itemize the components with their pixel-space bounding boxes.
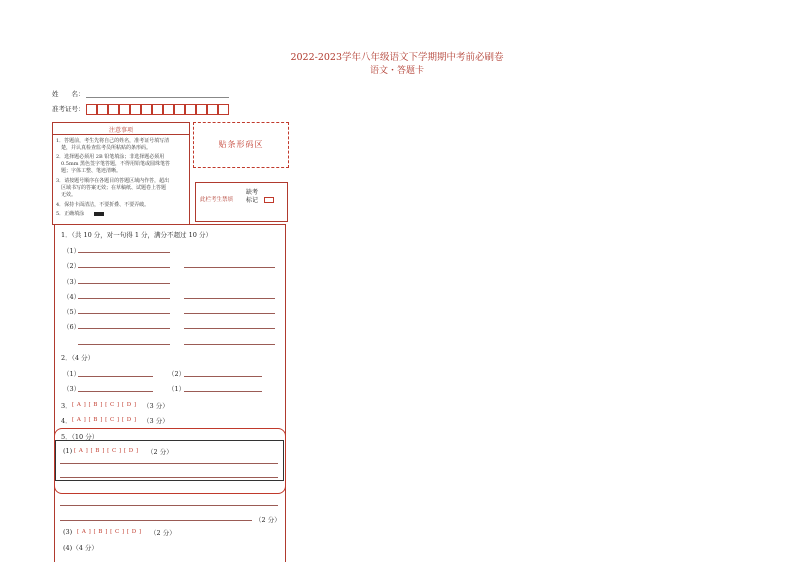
q5-sub4-label: (4)（4 分） — [63, 544, 98, 552]
q3-choice-options[interactable]: [ A ] [ B ] [ C ] [ D ] — [72, 402, 137, 408]
answer-line[interactable] — [60, 463, 278, 464]
notice-box — [52, 122, 190, 225]
answer-area-frame — [54, 224, 286, 562]
id-digit-box[interactable] — [185, 104, 196, 115]
id-digit-box[interactable] — [119, 104, 130, 115]
answer-line[interactable] — [78, 344, 170, 345]
q5-sub3-points: （2 分） — [150, 529, 176, 537]
filled-mark-sample — [94, 212, 104, 216]
id-digit-box[interactable] — [207, 104, 218, 115]
q2-item-label: （2） — [168, 370, 186, 378]
q5-sub1-choice-options[interactable]: [ A ] [ B ] [ C ] [ D ] — [74, 448, 139, 454]
id-digit-box[interactable] — [174, 104, 185, 115]
answer-line[interactable] — [60, 520, 252, 521]
absent-checkbox[interactable] — [264, 197, 274, 203]
answer-line[interactable] — [78, 298, 170, 299]
absent-box — [195, 182, 288, 222]
answer-line[interactable] — [78, 267, 170, 268]
absent-note: 此栏考生禁填 — [200, 197, 234, 203]
answer-line[interactable] — [78, 376, 153, 377]
id-digit-box[interactable] — [152, 104, 163, 115]
paper-subtitle: 语文・答题卡 — [369, 66, 424, 76]
exam-id-label: 准考证号： — [52, 105, 85, 113]
answer-line[interactable] — [78, 391, 153, 392]
id-digit-box[interactable] — [163, 104, 174, 115]
notice-title: 注意事项 — [108, 127, 133, 134]
answer-line[interactable] — [78, 283, 170, 284]
notice-line: 2．选择题必须用 2B 铅笔填涂；非选择题必须用 — [56, 154, 165, 160]
notice-line: 0.5mm 黑色签字笔答题，不得用铅笔或圆珠笔答 — [61, 161, 171, 167]
q5-sub3-number: (3) — [63, 528, 73, 536]
q1-item-label: （6） — [63, 323, 81, 331]
q1-title: 1．（共 10 分，对一句得 1 分，满分不超过 10 分） — [61, 231, 212, 239]
barcode-label: 贴条形码区 — [218, 140, 264, 149]
q5-line-points: （2 分） — [255, 516, 281, 524]
answer-line[interactable] — [184, 376, 262, 377]
name-label: 姓 名： — [52, 90, 85, 98]
notice-line: 题；字体工整、笔迹清晰。 — [61, 168, 122, 174]
q5-sub1-points: （2 分） — [147, 448, 173, 456]
q4-number: 4． — [61, 417, 72, 425]
notice-line: 区域书写的答案无效；在草稿纸、试题卷上答题 — [61, 185, 167, 191]
notice-line: 楚，并认真检查监考员所粘贴的条形码。 — [61, 145, 152, 151]
q1-item-label: （3） — [63, 278, 81, 286]
q3-points: （3 分） — [143, 402, 169, 410]
answer-line[interactable] — [184, 313, 275, 314]
q2-title: 2．（4 分） — [61, 354, 95, 362]
notice-line: 3．请按题号顺序在各题目的答题区域内作答，超出 — [56, 178, 170, 184]
answer-line[interactable] — [184, 391, 262, 392]
q4-points: （3 分） — [143, 417, 169, 425]
divider — [53, 134, 189, 135]
q1-item-label: （2） — [63, 262, 81, 270]
q1-item-label: （1） — [63, 247, 81, 255]
q2-item-label: （3） — [63, 385, 81, 393]
q1-item-label: （5） — [63, 308, 81, 316]
q2-item-label: （1） — [63, 370, 81, 378]
notice-line: 5．正确填涂 — [56, 211, 85, 217]
absent-mark-label: 标记 — [246, 197, 259, 204]
id-digit-box[interactable] — [97, 104, 108, 115]
barcode-area — [193, 122, 289, 168]
q4-choice-options[interactable]: [ A ] [ B ] [ C ] [ D ] — [72, 417, 137, 423]
q1-item-label: （4） — [63, 293, 81, 301]
notice-line: 1．答题前，考生先将自己的姓名，准考证号填写清 — [56, 138, 170, 144]
id-digit-box[interactable] — [141, 104, 152, 115]
q5-sub3-choice-options[interactable]: [ A ] [ B ] [ C ] [ D ] — [77, 529, 142, 535]
q5-sub1-number: (1) — [63, 447, 73, 455]
notice-line: 4．保持卡面清洁，不要折叠、不要弄破。 — [56, 202, 150, 208]
id-digit-box[interactable] — [196, 104, 207, 115]
absent-mark-label: 缺考 — [246, 189, 259, 196]
notice-line: 无效。 — [61, 192, 77, 198]
q5-title: 5．（10 分） — [61, 433, 99, 441]
paper-title: 2022-2023学年八年级语文下学期期中考前必刷卷 — [290, 52, 504, 63]
answer-line[interactable] — [60, 477, 278, 478]
q2-item-label: （1） — [168, 385, 186, 393]
answer-line[interactable] — [184, 328, 275, 329]
answer-line[interactable] — [78, 313, 170, 314]
id-digit-box[interactable] — [108, 104, 119, 115]
answer-line[interactable] — [78, 252, 170, 253]
name-field[interactable] — [86, 97, 229, 98]
q3-number: 3． — [61, 402, 72, 410]
answer-line[interactable] — [184, 298, 275, 299]
answer-line[interactable] — [184, 267, 275, 268]
answer-line[interactable] — [184, 344, 275, 345]
answer-line[interactable] — [78, 328, 170, 329]
id-digit-box[interactable] — [86, 104, 97, 115]
id-digit-box[interactable] — [218, 104, 229, 115]
answer-line[interactable] — [60, 505, 278, 506]
id-digit-box[interactable] — [130, 104, 141, 115]
